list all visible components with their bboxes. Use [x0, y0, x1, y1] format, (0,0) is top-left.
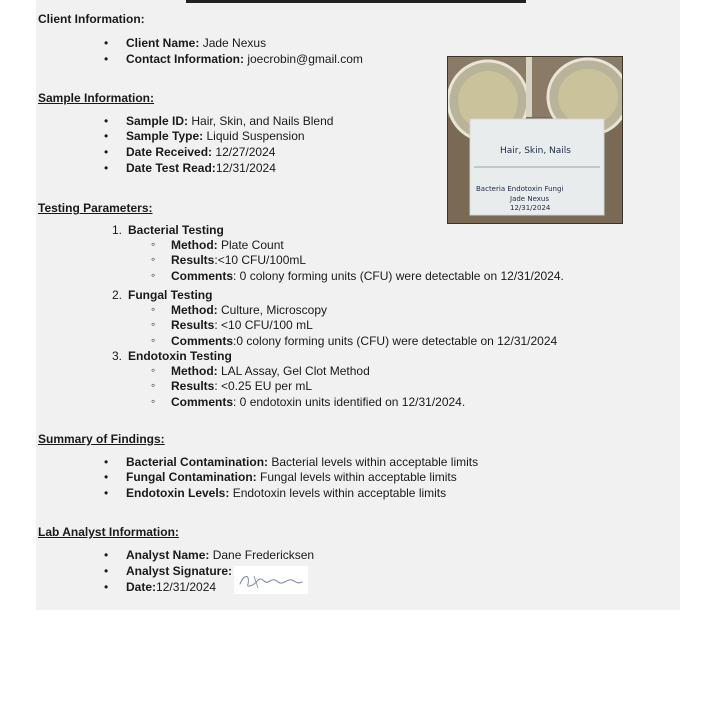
test-method: [171, 363, 370, 379]
summary-item: [126, 454, 478, 470]
summary-value: Fungal levels within acceptable limits: [260, 470, 457, 484]
test-item: [112, 287, 213, 303]
test-item: [112, 348, 232, 364]
summary-heading: Summary of Findings:: [38, 432, 165, 446]
test-number: 2.: [112, 288, 123, 302]
comments-value: : 0 colony forming units (CFU) were detectable on 12/31/2024.: [233, 269, 564, 283]
test-title: Fungal Testing: [128, 288, 213, 302]
method-value: LAL Assay, Gel Clot Method: [221, 364, 370, 378]
photo-label-line2: Bacteria Endotoxin Fungi: [476, 185, 564, 193]
test-comments: [171, 394, 465, 410]
analyst-date-label: Date:: [126, 580, 157, 594]
photo-label-line3: Jade Nexus: [510, 195, 549, 203]
summary-label: Endotoxin Levels:: [126, 486, 230, 500]
summary-item: [126, 485, 446, 501]
analyst-name-item: [126, 547, 314, 563]
comments-value: :0 colony forming units (CFU) were detectable on 12/31/2024: [233, 334, 558, 348]
report-page: [36, 0, 680, 610]
test-comments: [171, 268, 564, 284]
comments-label: Comments: [171, 269, 234, 283]
photo-label-line4: 12/31/2024: [510, 204, 551, 212]
analyst-name-value: Dane Fredericksen: [212, 548, 315, 562]
sample-type-label: Sample Type:: [126, 129, 204, 143]
summary-label: Bacterial Contamination:: [126, 455, 269, 469]
analyst-signature-item: [126, 563, 232, 579]
date-received-label: Date Received:: [126, 145, 213, 159]
summary-value: Bacterial levels within acceptable limits: [271, 455, 479, 469]
client-contact-label: Contact Information:: [126, 52, 244, 66]
date-read-item: [126, 160, 276, 176]
client-name-item: [126, 35, 266, 51]
date-read-label: Date Test Read:: [126, 161, 216, 175]
test-comments: [171, 333, 557, 349]
sample-type-item: [126, 128, 305, 144]
method-value: Culture, Microscopy: [221, 303, 328, 317]
client-name-label: Client Name:: [126, 36, 200, 50]
test-item: [112, 222, 224, 238]
test-results: [171, 378, 312, 394]
sample-type-value: Liquid Suspension: [206, 129, 305, 143]
client-info-heading: Client Information:: [38, 12, 145, 26]
date-received-item: [126, 144, 275, 160]
test-results: [171, 252, 306, 268]
analyst-heading: Lab Analyst Information:: [38, 525, 179, 539]
date-received-value: 12/27/2024: [215, 145, 276, 159]
test-method: [171, 237, 284, 253]
summary-value: Endotoxin levels within acceptable limits: [232, 486, 447, 500]
results-value: : <0.25 EU per mL: [214, 379, 313, 393]
sample-id-value: Hair, Skin, and Nails Blend: [191, 114, 334, 128]
comments-value: : 0 endotoxin units identified on 12/31/2024.: [233, 395, 466, 409]
photo-label-line1: Hair, Skin, Nails: [500, 146, 571, 156]
client-contact-value: joecrobin@gmail.com: [247, 52, 363, 66]
client-name-value: Jade Nexus: [202, 36, 267, 50]
analyst-signature-label: Analyst Signature:: [126, 564, 233, 578]
analyst-signature-image: [234, 566, 308, 594]
results-label: Results: [171, 379, 215, 393]
method-label: Method:: [171, 238, 218, 252]
test-title: Bacterial Testing: [128, 223, 224, 237]
test-results: [171, 317, 313, 333]
analyst-name-label: Analyst Name:: [126, 548, 210, 562]
test-number: 3.: [112, 349, 123, 363]
sample-id-item: [126, 113, 333, 129]
results-label: Results: [171, 318, 215, 332]
summary-item: [126, 469, 457, 485]
sample-photo: [447, 56, 623, 224]
summary-label: Fungal Contamination:: [126, 470, 257, 484]
comments-label: Comments: [171, 395, 234, 409]
analyst-date-value: 12/31/2024: [156, 580, 217, 594]
sample-id-label: Sample ID:: [126, 114, 189, 128]
results-value: :<10 CFU/100mL: [214, 253, 307, 267]
method-label: Method:: [171, 364, 218, 378]
test-number: 1.: [112, 223, 123, 237]
method-value: Plate Count: [221, 238, 284, 252]
results-value: : <10 CFU/100 mL: [214, 318, 313, 332]
sample-info-heading: Sample Information:: [38, 91, 155, 105]
test-title: Endotoxin Testing: [128, 349, 232, 363]
testing-params-heading: Testing Parameters:: [38, 201, 153, 215]
sample-photo-drawing: [448, 57, 622, 223]
date-read-value: 12/31/2024: [215, 161, 276, 175]
analyst-date-item: [126, 579, 216, 595]
comments-label: Comments: [171, 334, 234, 348]
results-label: Results: [171, 253, 215, 267]
title-underline: [186, 0, 526, 3]
test-method: [171, 302, 327, 318]
client-contact-item: [126, 51, 363, 67]
method-label: Method:: [171, 303, 218, 317]
